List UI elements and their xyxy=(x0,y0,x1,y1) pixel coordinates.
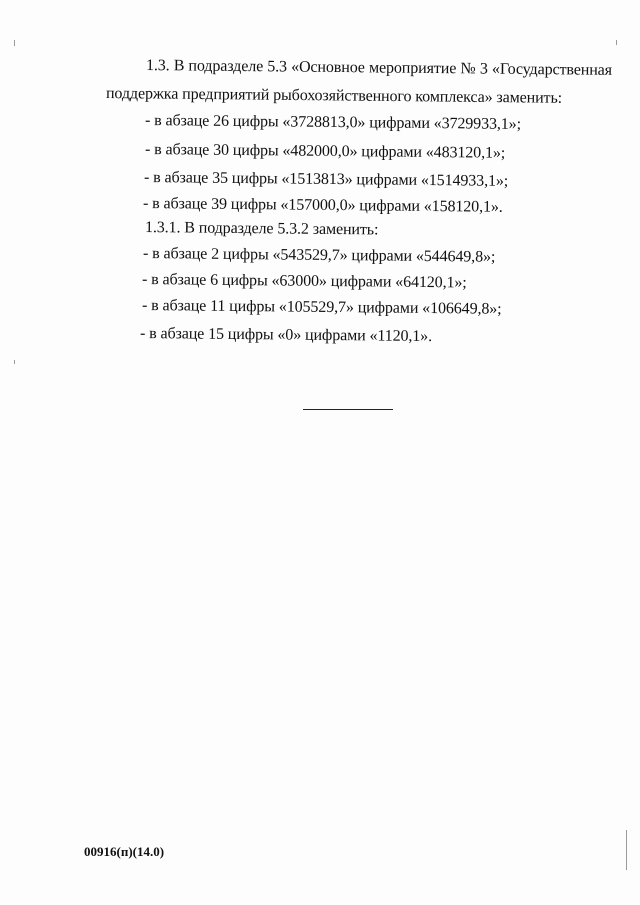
list-item: - в абзаце 26 цифры «3728813,0» цифрами «3729933,1»; xyxy=(144,112,522,133)
list-item: - в абзаце 15 цифры «0» цифрами «1120,1». xyxy=(139,325,433,346)
paragraph-1-3-line-2: поддержка предприятий рыбохозяйственного комплекса» заменить: xyxy=(105,85,563,107)
list-item: - в абзаце 11 цифры «105529,7» цифрами «106649,8»; xyxy=(141,297,502,318)
scan-margin-mark xyxy=(14,360,15,364)
paragraph-1-3-line-1: 1.3. В подразделе 5.3 «Основное мероприятие № 3 «Государственная xyxy=(145,57,613,79)
list-item: - в абзаце 6 цифры «63000» цифрами «64120,1»; xyxy=(141,271,467,292)
scan-margin-mark xyxy=(616,40,617,45)
list-item: - в абзаце 30 цифры «482000,0» цифрами «483120,1»; xyxy=(144,141,506,162)
list-item: - в абзаце 2 цифры «543529,7» цифрами «544649,8»; xyxy=(142,245,496,266)
list-item: - в абзаце 35 цифры «1513813» цифрами «1514933,1»; xyxy=(143,169,509,190)
list-item: - в абзаце 39 цифры «157000,0» цифрами «158120,1». xyxy=(142,195,503,216)
document-footer-code: 00916(п)(14.0) xyxy=(84,844,165,859)
end-of-text-divider xyxy=(303,409,393,410)
scan-margin-mark xyxy=(14,40,15,46)
scan-margin-mark xyxy=(626,830,627,870)
paragraph-1-3-1-heading: 1.3.1. В подразделе 5.3.2 заменить: xyxy=(144,219,379,239)
